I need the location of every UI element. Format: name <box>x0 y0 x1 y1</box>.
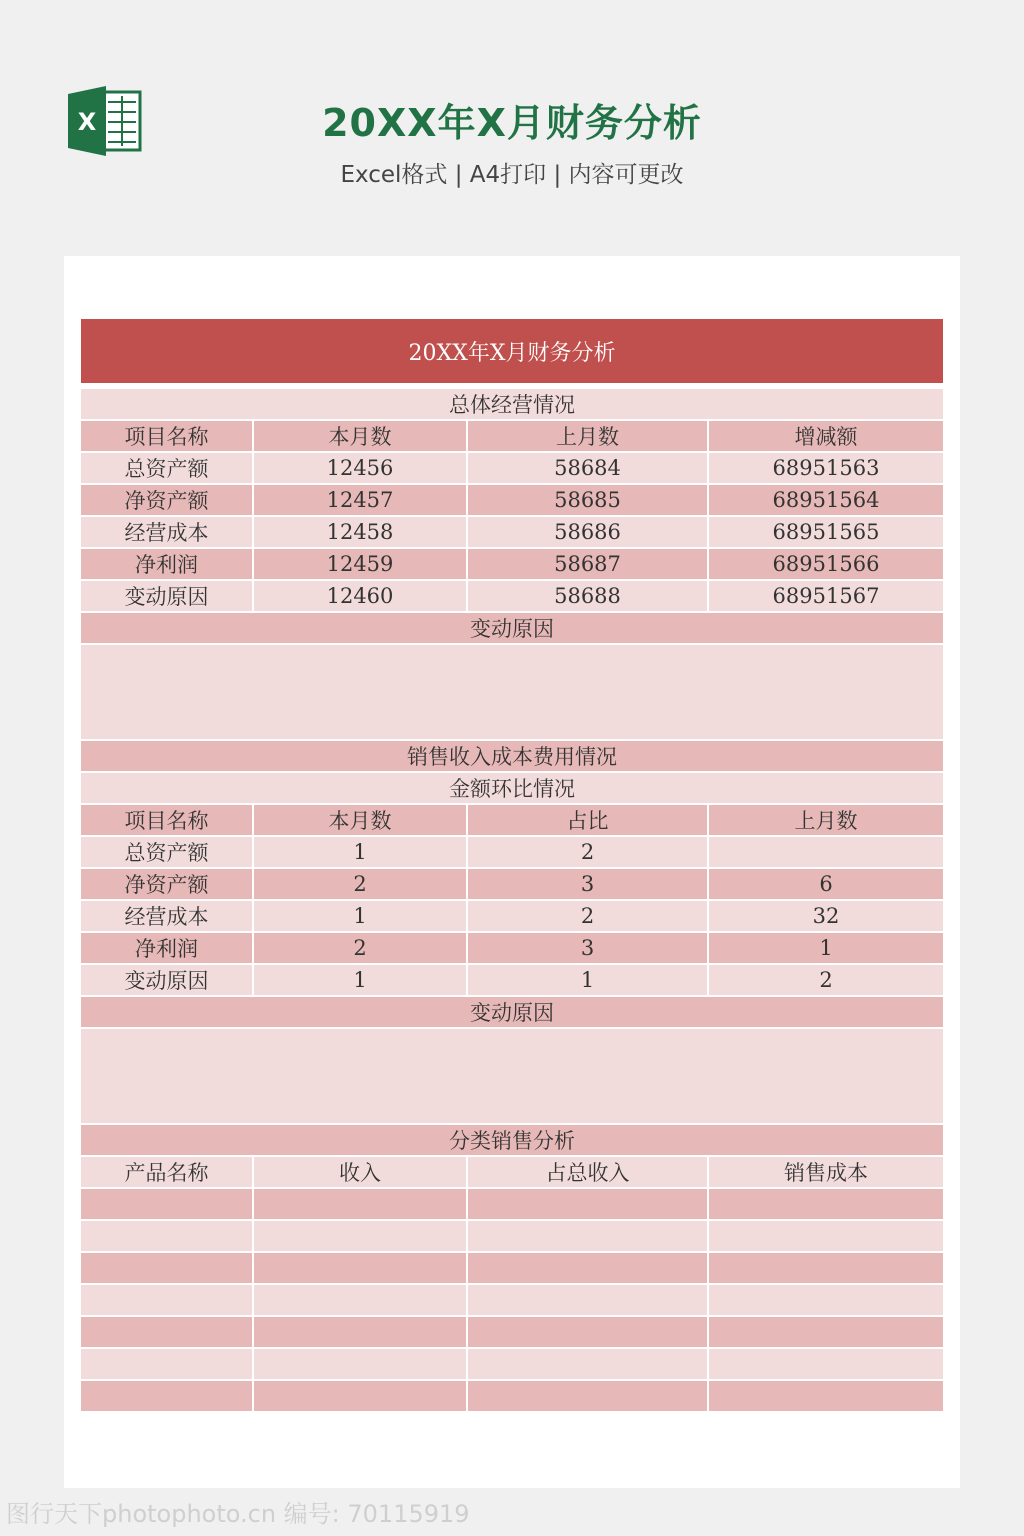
table-cell[interactable]: 总资产额 <box>81 837 254 867</box>
column-header: 占比 <box>468 805 709 835</box>
column-header: 上月数 <box>468 421 709 451</box>
table-cell[interactable] <box>709 837 943 867</box>
table-header-row <box>81 1157 943 1189</box>
table-row <box>81 869 943 901</box>
table-row <box>81 549 943 581</box>
table-cell[interactable] <box>468 1253 709 1283</box>
table-cell[interactable]: 净利润 <box>81 549 254 579</box>
table-row <box>81 1189 943 1221</box>
table-cell[interactable] <box>709 1285 943 1315</box>
table-cell[interactable]: 经营成本 <box>81 901 254 931</box>
section-heading <box>81 389 943 421</box>
table-cell[interactable]: 净资产额 <box>81 869 254 899</box>
table-cell[interactable] <box>468 1189 709 1219</box>
column-header: 产品名称 <box>81 1157 254 1187</box>
table-cell[interactable] <box>254 1221 468 1251</box>
table-cell[interactable]: 58685 <box>468 485 709 515</box>
reason-text-area[interactable] <box>81 645 943 741</box>
page-subtitle: Excel格式 | A4打印 | 内容可更改 <box>340 162 684 188</box>
table-cell[interactable] <box>81 1285 254 1315</box>
reason-text-area[interactable] <box>81 1029 943 1125</box>
table-cell[interactable]: 3 <box>468 869 709 899</box>
table-cell[interactable]: 1 <box>254 837 468 867</box>
table-cell[interactable] <box>81 1189 254 1219</box>
section-subheading <box>81 773 943 805</box>
reason-label: 变动原因 <box>470 617 554 641</box>
column-header: 项目名称 <box>81 805 254 835</box>
table-cell[interactable]: 12457 <box>254 485 468 515</box>
column-header: 收入 <box>254 1157 468 1187</box>
svg-text:X: X <box>77 108 97 136</box>
table-cell[interactable]: 58688 <box>468 581 709 611</box>
table-cell[interactable] <box>254 1285 468 1315</box>
sheet-paper <box>64 256 960 1488</box>
table-cell[interactable]: 58687 <box>468 549 709 579</box>
table-cell[interactable] <box>709 1381 943 1411</box>
table-row <box>81 1349 943 1381</box>
section-heading <box>81 1125 943 1157</box>
watermark-text: 图行天下photophoto.cn 编号: 70115919 <box>6 1500 470 1528</box>
table-cell[interactable] <box>468 1317 709 1347</box>
table-cell[interactable]: 2 <box>819 968 833 992</box>
table-cell[interactable]: 1 <box>468 965 709 995</box>
column-header: 本月数 <box>254 421 468 451</box>
table-cell[interactable]: 变动原因 <box>81 581 254 611</box>
table-cell[interactable]: 2 <box>254 869 468 899</box>
table-cell[interactable]: 总资产额 <box>81 453 254 483</box>
table-cell[interactable] <box>81 1349 254 1379</box>
table-cell[interactable]: 58684 <box>468 453 709 483</box>
table-cell[interactable]: 12458 <box>254 517 468 547</box>
table-row <box>81 965 943 997</box>
table-row <box>81 1253 943 1285</box>
table-cell[interactable]: 32 <box>812 904 840 928</box>
table-cell[interactable] <box>81 1381 254 1411</box>
table-cell[interactable]: 2 <box>468 901 709 931</box>
table-row <box>81 453 943 485</box>
table-cell[interactable] <box>709 1317 943 1347</box>
table-cell[interactable] <box>254 1189 468 1219</box>
column-header: 上月数 <box>794 809 858 833</box>
table-row <box>81 1317 943 1349</box>
table-cell[interactable] <box>254 1317 468 1347</box>
table-cell[interactable]: 12460 <box>254 581 468 611</box>
table-row <box>81 485 943 517</box>
table-row <box>81 517 943 549</box>
table-cell[interactable]: 2 <box>254 933 468 963</box>
sheet-title-banner: 20XX年X月财务分析 <box>81 319 943 383</box>
table-cell[interactable] <box>468 1349 709 1379</box>
table-row <box>81 1381 943 1413</box>
table-cell[interactable] <box>254 1381 468 1411</box>
reason-heading <box>81 997 943 1029</box>
table-cell[interactable]: 1 <box>254 901 468 931</box>
table-header-row <box>81 421 943 453</box>
table-cell[interactable]: 68951566 <box>772 552 880 576</box>
table-cell[interactable] <box>81 1317 254 1347</box>
table-cell[interactable]: 6 <box>819 872 833 896</box>
column-header: 增减额 <box>794 425 858 449</box>
table-cell[interactable] <box>254 1253 468 1283</box>
table-cell[interactable]: 2 <box>468 837 709 867</box>
column-header: 占总收入 <box>468 1157 709 1187</box>
table-cell[interactable]: 68951567 <box>772 584 880 608</box>
table-cell[interactable] <box>709 1253 943 1283</box>
table-cell[interactable]: 1 <box>254 965 468 995</box>
column-header: 销售成本 <box>784 1161 868 1185</box>
table-cell[interactable] <box>254 1349 468 1379</box>
table-cell[interactable]: 58686 <box>468 517 709 547</box>
table-cell[interactable] <box>709 1349 943 1379</box>
table-cell[interactable] <box>468 1221 709 1251</box>
page-header <box>0 0 1024 256</box>
section1-heading: 总体经营情况 <box>449 393 575 417</box>
table-cell[interactable] <box>468 1285 709 1315</box>
table-cell[interactable]: 3 <box>468 933 709 963</box>
page-title: 20XX年X月财务分析 <box>322 101 702 145</box>
table-cell[interactable] <box>709 1189 943 1219</box>
table-cell[interactable]: 12459 <box>254 549 468 579</box>
table-cell[interactable] <box>468 1381 709 1411</box>
table-cell[interactable]: 68951563 <box>772 456 880 480</box>
table-cell[interactable]: 12456 <box>254 453 468 483</box>
table-cell[interactable]: 净利润 <box>81 933 254 963</box>
table-cell[interactable]: 68951565 <box>772 520 880 544</box>
table-cell[interactable]: 净资产额 <box>81 485 254 515</box>
table-cell[interactable]: 经营成本 <box>81 517 254 547</box>
section-heading <box>81 741 943 773</box>
spreadsheet <box>81 319 943 1413</box>
table-cell[interactable] <box>81 1253 254 1283</box>
table-cell[interactable]: 1 <box>819 936 833 960</box>
table-cell[interactable]: 68951564 <box>772 488 880 512</box>
section3-heading: 分类销售分析 <box>449 1129 575 1153</box>
table-header-row <box>81 805 943 837</box>
column-header: 本月数 <box>254 805 468 835</box>
table-row <box>81 1221 943 1253</box>
table-cell[interactable] <box>81 1221 254 1251</box>
column-header: 项目名称 <box>81 421 254 451</box>
reason-label: 变动原因 <box>470 1001 554 1025</box>
table-cell[interactable]: 变动原因 <box>81 965 254 995</box>
table-row <box>81 837 943 869</box>
table-row <box>81 581 943 613</box>
reason-heading <box>81 613 943 645</box>
table-row <box>81 1285 943 1317</box>
table-row <box>81 933 943 965</box>
section2-subheading: 金额环比情况 <box>449 777 575 801</box>
section2-heading: 销售收入成本费用情况 <box>407 745 617 769</box>
table-cell[interactable] <box>709 1221 943 1251</box>
table-row <box>81 901 943 933</box>
